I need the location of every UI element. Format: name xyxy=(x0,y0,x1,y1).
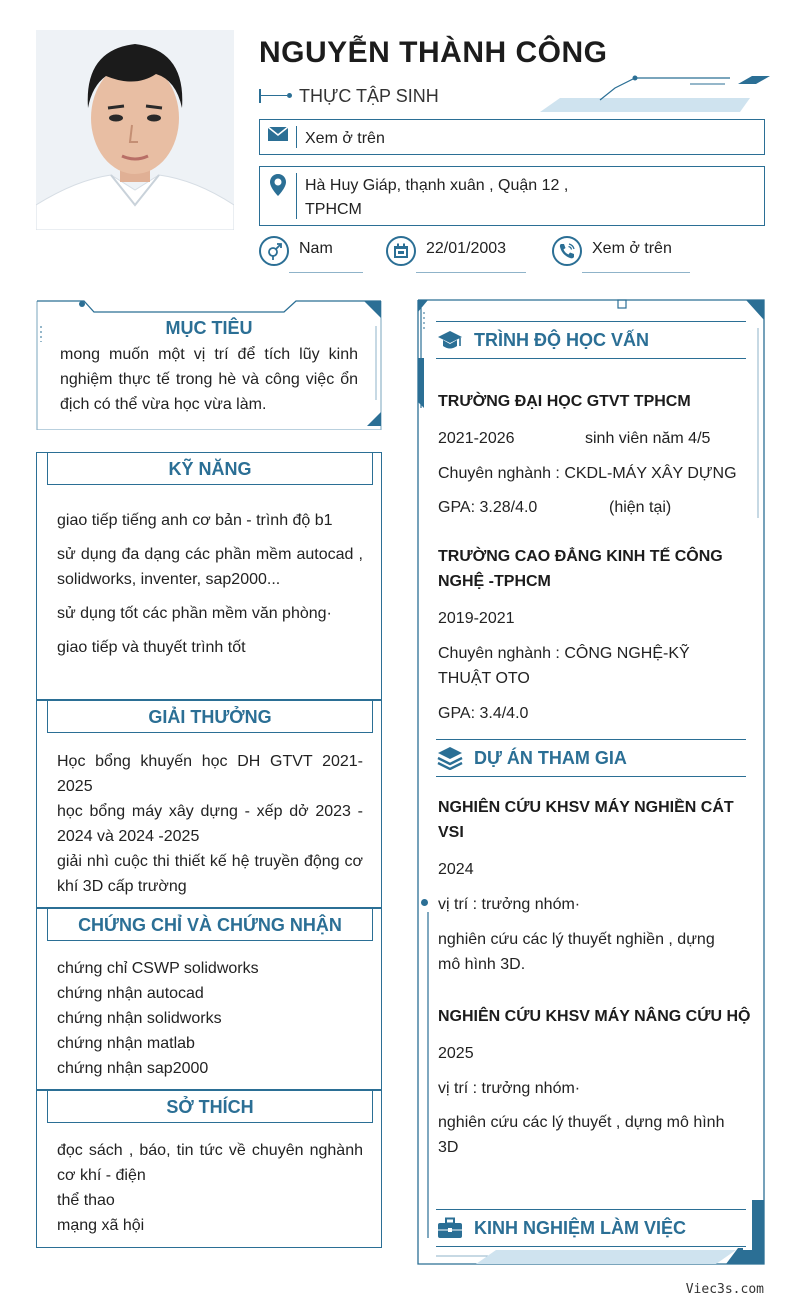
envelope-icon xyxy=(260,120,296,154)
list-item: giao tiếp tiếng anh cơ bản - trình độ b1 xyxy=(57,512,333,529)
project-1-desc: nghiên cứu các lý thuyết nghiền , dựng mô hình 3D. xyxy=(438,931,715,973)
email-value: Xem ở trên xyxy=(305,130,385,147)
list-item: thể thao xyxy=(57,1192,115,1209)
list-item: chứng nhận solidworks xyxy=(57,1010,222,1027)
projects-header xyxy=(436,739,746,777)
list-item: Học bổng khuyến học DH GTVT 2021-2025 xyxy=(57,753,363,795)
gender-row xyxy=(259,236,369,274)
candidate-name: NGUYỄN THÀNH CÔNG xyxy=(259,36,608,69)
list-item: đọc sách , báo, tin tức về chuyên nghành cơ khí - điện xyxy=(57,1142,363,1184)
hobbies-section xyxy=(36,1090,382,1248)
skills-title: KỸ NĂNG xyxy=(47,453,373,485)
experience-title: KINH NGHIỆM LÀM VIỆC xyxy=(474,1217,687,1238)
school-1-major: Chuyên nghành : CKDL-MÁY XÂY DỰNG xyxy=(438,465,737,482)
school-1-period: 2021-2026 xyxy=(438,430,515,447)
school-2-period: 2019-2021 xyxy=(438,610,515,627)
school-1-gpa: GPA: 3.28/4.0 xyxy=(438,499,538,516)
gender-value: Nam xyxy=(299,240,333,257)
project-2-name: NGHIÊN CỨU KHSV MÁY NÂNG CỨU HỘ xyxy=(438,1008,751,1025)
project-2-desc: nghiên cứu các lý thuyết , dựng mô hình 3D xyxy=(438,1114,725,1156)
calendar-icon xyxy=(386,236,416,266)
hobbies-title: SỞ THÍCH xyxy=(47,1091,373,1123)
awards-list xyxy=(57,749,363,899)
gender-icon xyxy=(259,236,289,266)
certificates-title: CHỨNG CHỈ VÀ CHỨNG NHẬN xyxy=(47,909,373,941)
list-item: mạng xã hội xyxy=(57,1217,145,1234)
certificates-section xyxy=(36,908,382,1090)
phone-row xyxy=(552,236,692,274)
avatar xyxy=(36,30,234,230)
list-item: sử dụng đa dạng các phần mềm autocad , solidworks, inventer, sap2000... xyxy=(57,546,363,588)
birthday-row xyxy=(386,236,526,274)
position-line-decoration xyxy=(259,89,291,103)
project-2-year: 2025 xyxy=(438,1045,474,1062)
phone-value: Xem ở trên xyxy=(592,240,672,257)
position-title: THỰC TẬP SINH xyxy=(299,85,439,106)
experience-header xyxy=(436,1209,746,1247)
school-1-gpa-note: (hiện tại) xyxy=(609,499,672,516)
education-header xyxy=(436,321,746,359)
list-item: chứng nhận matlab xyxy=(57,1035,195,1052)
objective-title: MỤC TIÊU xyxy=(165,318,253,338)
profile-photo xyxy=(36,30,234,230)
briefcase-icon xyxy=(436,1214,464,1242)
list-item: giải nhì cuộc thi thiết kế hệ truyền động cơ khí 3D cấp trường xyxy=(57,853,363,895)
email-row xyxy=(259,119,765,155)
school-2-name: TRƯỜNG CAO ĐẲNG KINH TẾ CÔNG NGHỆ -TPHCM xyxy=(438,548,723,590)
project-1-name: NGHIÊN CỨU KHSV MÁY NGHIỀN CÁT VSI xyxy=(438,799,734,841)
skills-section xyxy=(36,452,382,700)
education-title: TRÌNH ĐỘ HỌC VẤN xyxy=(474,329,649,350)
school-2-gpa: GPA: 3.4/4.0 xyxy=(438,705,529,722)
project-1-role: vị trí : trưởng nhóm· xyxy=(438,896,581,913)
project-2-role: vị trí : trưởng nhóm· xyxy=(438,1080,581,1097)
projects-title: DỰ ÁN THAM GIA xyxy=(474,747,627,768)
footer-watermark: Viec3s.com xyxy=(685,1282,764,1297)
project-1-year: 2024 xyxy=(438,861,474,878)
list-item: học bổng máy xây dựng - xếp dở 2023 - 2024 và 2024 -2025 xyxy=(57,803,363,845)
timeline-dot xyxy=(421,899,428,906)
objective-section xyxy=(36,300,382,430)
address-row xyxy=(259,166,765,226)
awards-title: GIẢI THƯỞNG xyxy=(47,701,373,733)
graduation-cap-icon xyxy=(436,326,464,354)
objective-text: mong muốn một vị trí để tích lũy kinh nghiệm thực tế trong hè và công việc ổn địch có thể vừa học vừa làm. xyxy=(60,346,358,413)
skills-list xyxy=(57,508,363,660)
list-item: chứng nhận sap2000 xyxy=(57,1060,209,1077)
list-item: sử dụng tốt các phần mềm văn phòng· xyxy=(57,605,332,622)
phone-icon xyxy=(552,236,582,266)
address-value xyxy=(297,167,576,225)
address-line-1: Hà Huy Giáp, thạnh xuân , Quận 12 , xyxy=(305,177,569,194)
layers-icon xyxy=(436,744,464,772)
circuit-decoration xyxy=(540,74,770,114)
list-item: chứng chỉ CSWP solidworks xyxy=(57,960,259,977)
address-line-2: TPHCM xyxy=(305,201,362,218)
school-1-name: TRƯỜNG ĐẠI HỌC GTVT TPHCM xyxy=(438,393,691,410)
map-pin-icon xyxy=(260,167,296,225)
school-2-major: Chuyên nghành : CÔNG NGHỆ-KỸ THUẬT OTO xyxy=(438,645,690,687)
position-row xyxy=(259,84,439,108)
list-item: giao tiếp và thuyết trình tốt xyxy=(57,639,246,656)
hobbies-list xyxy=(57,1138,363,1238)
birthday-value: 22/01/2003 xyxy=(426,240,507,257)
certificates-list xyxy=(57,956,363,1081)
list-item: chứng nhận autocad xyxy=(57,985,204,1002)
awards-section xyxy=(36,700,382,908)
school-1-status: sinh viên năm 4/5 xyxy=(585,430,711,447)
